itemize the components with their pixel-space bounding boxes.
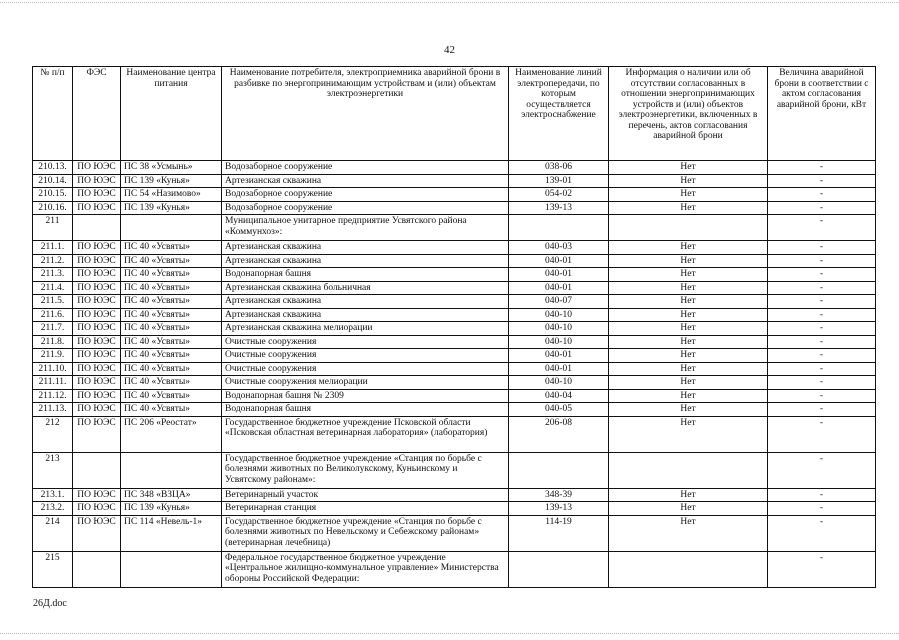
cell-consumer: Государственное бюджетное учреждение «Станция по борьбе с болезнями животных по Невельскому и Себежскому районам» (ветеринарная лечебница) [222, 515, 509, 551]
table-row [33, 215, 876, 241]
table-row [33, 241, 876, 255]
cell-number: 211.6. [33, 308, 73, 322]
table-row [33, 254, 876, 268]
cell-reserve-value: - [768, 161, 876, 175]
cell-fes: ПО ЮЭС [73, 376, 121, 390]
table-row [33, 551, 876, 587]
cell-power-center [121, 215, 222, 241]
cell-power-center: ПС 139 «Кунья» [121, 174, 222, 188]
cell-fes: ПО ЮЭС [73, 502, 121, 516]
cell-power-center: ПС 40 «Усвяты» [121, 322, 222, 336]
cell-act-info: Нет [609, 174, 768, 188]
cell-consumer: Артезианская скважина [222, 241, 509, 255]
cell-line: 040-07 [509, 295, 609, 309]
cell-act-info [609, 215, 768, 241]
cell-consumer: Артезианская скважина [222, 174, 509, 188]
cell-fes: ПО ЮЭС [73, 488, 121, 502]
cell-line: 040-01 [509, 349, 609, 363]
cell-power-center: ПС 38 «Усмынь» [121, 161, 222, 175]
cell-number: 211.9. [33, 349, 73, 363]
cell-act-info: Нет [609, 201, 768, 215]
table-row [33, 452, 876, 488]
cell-consumer: Водозаборное сооружение [222, 201, 509, 215]
cell-act-info: Нет [609, 349, 768, 363]
cell-line: 040-01 [509, 254, 609, 268]
cell-power-center: ПС 40 «Усвяты» [121, 362, 222, 376]
cell-reserve-value: - [768, 201, 876, 215]
cell-consumer: Очистные сооружения [222, 349, 509, 363]
table-row [33, 416, 876, 452]
cell-reserve-value: - [768, 174, 876, 188]
cell-fes: ПО ЮЭС [73, 416, 121, 452]
col-header-fes: ФЭС [73, 67, 121, 161]
cell-fes: ПО ЮЭС [73, 188, 121, 202]
cell-consumer: Очистные сооружения мелиорации [222, 376, 509, 390]
cell-line: 038-06 [509, 161, 609, 175]
cell-act-info: Нет [609, 416, 768, 452]
cell-number: 210.15. [33, 188, 73, 202]
cell-number: 211.12. [33, 389, 73, 403]
cell-consumer: Водозаборное сооружение [222, 161, 509, 175]
cell-consumer: Артезианская скважина [222, 295, 509, 309]
cell-line: 040-10 [509, 335, 609, 349]
cell-reserve-value: - [768, 281, 876, 295]
cell-number: 211.13. [33, 403, 73, 417]
cell-line: 114-19 [509, 515, 609, 551]
cell-act-info: Нет [609, 502, 768, 516]
cell-number: 210.14. [33, 174, 73, 188]
table-row [33, 349, 876, 363]
cell-power-center: ПС 40 «Усвяты» [121, 308, 222, 322]
cell-power-center: ПС 40 «Усвяты» [121, 349, 222, 363]
table-row [33, 322, 876, 336]
cell-act-info: Нет [609, 488, 768, 502]
cell-act-info [609, 452, 768, 488]
cell-act-info: Нет [609, 188, 768, 202]
cell-power-center [121, 551, 222, 587]
cell-fes: ПО ЮЭС [73, 295, 121, 309]
table-row [33, 335, 876, 349]
cell-fes: ПО ЮЭС [73, 174, 121, 188]
cell-line: 054-02 [509, 188, 609, 202]
file-name-footer: 26Д.doc [33, 598, 67, 609]
cell-consumer: Ветеринарная станция [222, 502, 509, 516]
cell-line: 040-10 [509, 376, 609, 390]
cell-power-center: ПС 139 «Кунья» [121, 201, 222, 215]
cell-number: 212 [33, 416, 73, 452]
cell-reserve-value: - [768, 376, 876, 390]
cell-number: 210.16. [33, 201, 73, 215]
cell-act-info: Нет [609, 515, 768, 551]
cell-number: 215 [33, 551, 73, 587]
table-row [33, 308, 876, 322]
cell-fes: ПО ЮЭС [73, 515, 121, 551]
cell-consumer: Водонапорная башня [222, 268, 509, 282]
cell-act-info: Нет [609, 308, 768, 322]
cell-consumer: Водозаборное сооружение [222, 188, 509, 202]
cell-consumer: Муниципальное унитарное предприятие Усвятского района «Коммунхоз»: [222, 215, 509, 241]
cell-reserve-value: - [768, 551, 876, 587]
table-row [33, 161, 876, 175]
cell-line: 040-01 [509, 362, 609, 376]
cell-number: 213.2. [33, 502, 73, 516]
cell-line: 040-01 [509, 268, 609, 282]
cell-number: 214 [33, 515, 73, 551]
cell-reserve-value: - [768, 322, 876, 336]
cell-power-center: ПС 139 «Кунья» [121, 502, 222, 516]
cell-power-center: ПС 114 «Невель-1» [121, 515, 222, 551]
cell-power-center: ПС 40 «Усвяты» [121, 281, 222, 295]
cell-line: 040-10 [509, 322, 609, 336]
cell-line: 040-10 [509, 308, 609, 322]
table-row [33, 174, 876, 188]
table-row [33, 295, 876, 309]
cell-act-info: Нет [609, 362, 768, 376]
cell-fes: ПО ЮЭС [73, 161, 121, 175]
scan-bottom-edge [0, 633, 899, 634]
cell-fes: ПО ЮЭС [73, 254, 121, 268]
cell-consumer: Государственное бюджетное учреждение Псковской области «Псковская областная ветеринарная лаборатория» (лаборатория) [222, 416, 509, 452]
cell-power-center: ПС 40 «Усвяты» [121, 335, 222, 349]
cell-fes: ПО ЮЭС [73, 403, 121, 417]
col-header-consumer: Наименование потребителя, электроприемника аварийной брони в разбивке по энергопринимающим устройствам и (или) объектам электроэнергетики [222, 67, 509, 161]
scan-top-edge [0, 2, 899, 3]
cell-power-center: ПС 348 «ВЗЦА» [121, 488, 222, 502]
table-row [33, 188, 876, 202]
cell-consumer: Артезианская скважина мелиорации [222, 322, 509, 336]
cell-fes [73, 551, 121, 587]
cell-number: 211.8. [33, 335, 73, 349]
cell-number: 211.10. [33, 362, 73, 376]
cell-act-info: Нет [609, 161, 768, 175]
cell-act-info: Нет [609, 295, 768, 309]
cell-number: 211.3. [33, 268, 73, 282]
cell-line: 040-05 [509, 403, 609, 417]
cell-number: 211.7. [33, 322, 73, 336]
cell-line: 040-01 [509, 281, 609, 295]
cell-reserve-value: - [768, 241, 876, 255]
table-row [33, 515, 876, 551]
cell-consumer: Артезианская скважина [222, 254, 509, 268]
cell-consumer: Артезианская скважина [222, 308, 509, 322]
cell-reserve-value: - [768, 268, 876, 282]
cell-reserve-value: - [768, 488, 876, 502]
table-row [33, 362, 876, 376]
cell-number: 211.5. [33, 295, 73, 309]
cell-power-center: ПС 40 «Усвяты» [121, 241, 222, 255]
cell-power-center: ПС 40 «Усвяты» [121, 254, 222, 268]
table-row [33, 488, 876, 502]
cell-reserve-value: - [768, 254, 876, 268]
cell-power-center: ПС 40 «Усвяты» [121, 268, 222, 282]
cell-line [509, 452, 609, 488]
cell-power-center: ПС 40 «Усвяты» [121, 403, 222, 417]
cell-act-info: Нет [609, 254, 768, 268]
cell-fes: ПО ЮЭС [73, 362, 121, 376]
cell-fes: ПО ЮЭС [73, 389, 121, 403]
cell-line: 348-39 [509, 488, 609, 502]
cell-reserve-value: - [768, 403, 876, 417]
table-row [33, 376, 876, 390]
cell-reserve-value: - [768, 502, 876, 516]
cell-consumer: Очистные сооружения [222, 335, 509, 349]
cell-reserve-value: - [768, 416, 876, 452]
cell-reserve-value: - [768, 389, 876, 403]
cell-consumer: Ветеринарный участок [222, 488, 509, 502]
cell-line: 040-03 [509, 241, 609, 255]
table-row [33, 403, 876, 417]
col-header-reserve-value: Величина аварийной брони в соответствии с актом согласования аварийной брони, кВт [768, 67, 876, 161]
cell-fes: ПО ЮЭС [73, 281, 121, 295]
cell-number: 211 [33, 215, 73, 241]
cell-reserve-value: - [768, 452, 876, 488]
cell-act-info: Нет [609, 322, 768, 336]
cell-number: 211.4. [33, 281, 73, 295]
cell-reserve-value: - [768, 308, 876, 322]
cell-consumer: Водонапорная башня [222, 403, 509, 417]
cell-power-center [121, 452, 222, 488]
header-row [33, 67, 876, 161]
cell-fes: ПО ЮЭС [73, 201, 121, 215]
cell-reserve-value: - [768, 515, 876, 551]
cell-line [509, 215, 609, 241]
table-row [33, 502, 876, 516]
cell-act-info: Нет [609, 268, 768, 282]
col-header-lines: Наименование линий электропередачи, по которым осуществляется электроснабжение [509, 67, 609, 161]
table-row [33, 268, 876, 282]
cell-act-info: Нет [609, 241, 768, 255]
cell-fes: ПО ЮЭС [73, 308, 121, 322]
cell-number: 211.2. [33, 254, 73, 268]
cell-power-center: ПС 40 «Усвяты» [121, 295, 222, 309]
cell-consumer: Артезианская скважина больничная [222, 281, 509, 295]
col-header-acts-info: Информация о наличии или об отсутствии согласованных в отношении энергопринимающих устройств и (или) объектов электроэнергетики, включенных в перечень, актов согласования аварийной брони [609, 67, 768, 161]
table-row [33, 389, 876, 403]
cell-power-center: ПС 40 «Усвяты» [121, 389, 222, 403]
col-header-power-center: Наименование центра питания [121, 67, 222, 161]
cell-consumer: Федеральное государственное бюджетное учреждение «Центральное жилищно-коммунальное управление» Министерства обороны Российской Федерации: [222, 551, 509, 587]
cell-fes [73, 452, 121, 488]
page-number: 42 [444, 44, 455, 56]
cell-line: 139-13 [509, 201, 609, 215]
cell-reserve-value: - [768, 335, 876, 349]
cell-consumer: Водонапорная башня № 2309 [222, 389, 509, 403]
cell-fes: ПО ЮЭС [73, 241, 121, 255]
cell-act-info [609, 551, 768, 587]
cell-power-center: ПС 206 «Реостат» [121, 416, 222, 452]
table-row [33, 281, 876, 295]
cell-line: 139-13 [509, 502, 609, 516]
reserve-table [32, 66, 876, 588]
cell-consumer: Очистные сооружения [222, 362, 509, 376]
cell-reserve-value: - [768, 188, 876, 202]
cell-number: 211.1. [33, 241, 73, 255]
cell-act-info: Нет [609, 403, 768, 417]
cell-line [509, 551, 609, 587]
cell-line: 040-04 [509, 389, 609, 403]
cell-line: 206-08 [509, 416, 609, 452]
cell-fes: ПО ЮЭС [73, 335, 121, 349]
cell-act-info: Нет [609, 376, 768, 390]
cell-reserve-value: - [768, 215, 876, 241]
cell-act-info: Нет [609, 389, 768, 403]
cell-line: 139-01 [509, 174, 609, 188]
cell-reserve-value: - [768, 295, 876, 309]
cell-fes: ПО ЮЭС [73, 268, 121, 282]
cell-fes: ПО ЮЭС [73, 322, 121, 336]
cell-act-info: Нет [609, 281, 768, 295]
cell-number: 213 [33, 452, 73, 488]
cell-number: 210.13. [33, 161, 73, 175]
cell-fes: ПО ЮЭС [73, 349, 121, 363]
cell-reserve-value: - [768, 362, 876, 376]
cell-fes [73, 215, 121, 241]
cell-number: 211.11. [33, 376, 73, 390]
col-header-number: № п/п [33, 67, 73, 161]
cell-act-info: Нет [609, 335, 768, 349]
table-row [33, 201, 876, 215]
cell-consumer: Государственное бюджетное учреждение «Станция по борьбе с болезнями животных по Великолукскому, Куньинскому и Усвятскому районам»: [222, 452, 509, 488]
cell-reserve-value: - [768, 349, 876, 363]
cell-power-center: ПС 40 «Усвяты» [121, 376, 222, 390]
cell-number: 213.1. [33, 488, 73, 502]
cell-power-center: ПС 54 «Назимово» [121, 188, 222, 202]
